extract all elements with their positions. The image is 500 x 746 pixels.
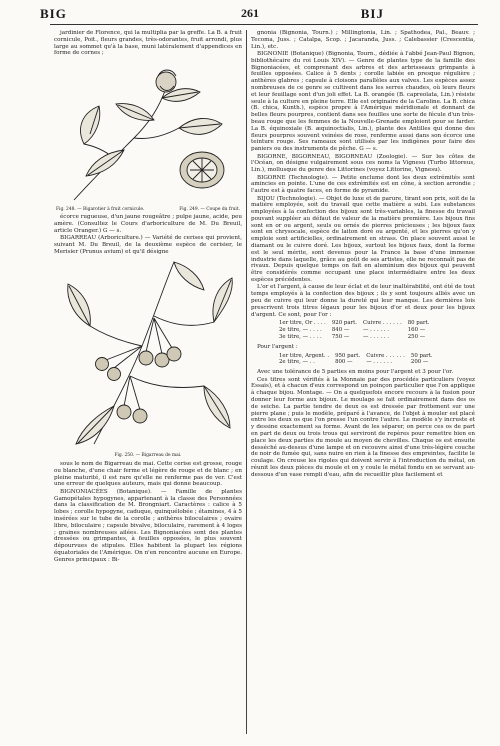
right-column (251, 30, 475, 734)
paragraph: gnonia (Bignonia, Tourn.) ; Millingtonia, Lin. ; Spathodea, Pal., Beauv. ; Tecoma, Juss. ; Catalpa, Scop. ; Jacaranda, Juss. ; Calebassier (Crescentia, Lin.), etc. (251, 30, 475, 50)
page-number: 261 (241, 6, 259, 20)
table-row (279, 327, 435, 334)
table-cell: 950 part. (335, 352, 361, 359)
paragraph: BIGNONIE (Botanique) (Bignonia, Tourn., dédiée à l'abbé Jean-Paul Bignon, bibliothécaire du roi Louis XIV). — Genre de plantes type de la famille des Bignoniacées, et comprenant des arbres et des arbrisseaux grimpants à feuilles opposées. Calice à 5 dents ; corolle labiée en presque régulière ; anthères glabres ; capsule à cloisons parallèles aux valves. Les espèces assez nombreuses de ce genre se cultivent dans les serres chaudes, où leurs fleurs et leur feuillage sont d'un joli effet. La B. orangée (B. capreolata, Lin.) résiste seule à la culture en pleine terre. Elle est originaire de la Caroline. La B. chica (B. chica, Kunth.), espèce propre à l'Amérique méridionale et donnant de belles fleurs pourpres, contient dans ses feuilles une sorte de fécule d'un très-beau rouge que les femmes de la Nouvelle-Grenade emploient pour se farder. La B. équinoxiale (B. æquinoctialis, Lin.), plante des Antilles qui donne des fleurs pourpres souvent veinées de rose, renferme aussi dans son écorce une teinture rouge. Ses rameaux sont utilisés par les indigènes pour faire des paniers ou des instruments de pêche. G — s. (251, 50, 475, 153)
table-cell: Cuivre . . . . . . (366, 352, 405, 359)
paragraph: BIJOU (Technologie). — Objet de luxe et de parure, tirant son prix, soit de la matière employée, soit du travail que cette matière a subi. Les substances employées à la confection des bijoux sont très-variables, la finesse du travail pouvant suppléer au défaut de valeur de la matière première. Les bijoux fins sont en or ou argent, seuls ou ornés de pierres précieuses ; les bijoux faux sont en chrysocale, espèce de laiton doré ou argenté, et les pierres qu'on y emploie sont artificielles, ordinairement en strass. On place souvent aussi le diamant ou le cuivre doré. Les bijoux, surtout les bijoux faux, dont la forme est le seul mérite, sont devenus pour la France la base d'une immense industrie dans laquelle, grâce au goût de ses artistes, elle ne reconnaît pas de rivaux. Depuis quelque temps on fait en aluminium des bijoux qui peuvent être considérés comme occupant une place intermédiaire entre les deux espèces précédentes. (251, 195, 475, 284)
caption-fig-250: Fig. 250. — Bigarreau de mai. (114, 453, 182, 459)
figure-bigarotier (54, 58, 242, 213)
table-cell: 2e titre, — . . . . (279, 327, 322, 334)
table-cell: 80 part. (407, 320, 430, 327)
paragraph: Ces titres sont vérifiés à la Monnaie par des procédés particuliers (voyez Essais), et à chacun d'eux correspond un poinçon particulier que l'on applique à chaque bijou. Montage. — On a quelquefois encore recours à la fusion pour donner leur forme aux bijoux. Le moulage se fait ordinairement dans des os de seiche. La partie tendre de deux os est dressée par frottement sur une pierre plane ; puis le modèle, préparé à l'avance, de l'objet à mouler est placé entre les deux os que l'on presse l'un contre l'autre. Le modèle s'y incruste et y dessine exactement sa forme. Avant de les séparer, on perce ces os de part en part de deux ou trois trous qui serviront de repères pour remettre bien en place les deux parties du moule au moyen de chevilles. Chaque os est ensuite desséché au-dessus d'une lampe et on recouvre ainsi d'une très-légère couche de noir de fumée qui, sans nuire en rien à la finesse des empreintes, facilite le coulage. On creuse les rigoles qui doivent servir à l'introduction du métal, on réunit les deux pièces du moule et on y coule le métal fondu en se servant au-dessous d'un vase rempli d'eau, afin de recueillir plus facilement et (251, 376, 475, 478)
table-cell: 1er titre, Argent. . (279, 352, 330, 359)
paragraph: Pour l'argent : (257, 343, 298, 350)
table-cell: 50 part. (410, 352, 433, 359)
silver-standards-table (279, 353, 439, 367)
paragraph: sous le nom de Bigarreau de mai. Cette cerise est grosse, rouge ou blanche, d'une chair ferme et légère de rouge et de blanc ; en pleine maturité, il est rare qu'elle ne renferme pas de ver. C'est une erreur de quelques auteurs, mais qui donne beaucoup. (54, 460, 242, 488)
table-cell: — . . . . . . (363, 334, 389, 341)
bigarotier-illustration (54, 58, 242, 206)
paragraph: BIGORNE (Technologie). — Petite enclume dont les deux extrémités sont amincies en pointe. L'une de ces extrémités est en cône, à section arrondie ; l'autre est à quatre faces, en forme de pyramide. (251, 174, 475, 195)
bigarreau-illustration (54, 256, 242, 452)
table-cell: — . . . . . . (366, 359, 393, 366)
figure-captions (56, 207, 240, 213)
figure-bigarreau-de-mai (54, 256, 242, 459)
table-row (279, 320, 435, 327)
table-cell: 1er titre, Or . . . . (279, 320, 326, 327)
table-row (279, 359, 439, 366)
table-cell: 920 part. (331, 320, 357, 327)
header-left-keyword: BIG (40, 6, 67, 21)
paragraph: BIGNONIACÉES (Botanique). — Famille de plantes Gamopétales hypogynes, appartenant à la classe des Personnées dans la classification de M. Brongniart. Caractères : calice à 5 lobes ; corolle hypogyne, caduque, quinquélobée ; étamines, 4 à 5 insérées sur le tube de la corolle ; anthères biloculaires ; ovaire libre, biloculaire ; capsule bivalve, biloculaire, rarement à 4 loges ; graines nombreuses ailées. Les Bignoniacées sont des plantes dressées ou grimpantes, à feuilles opposées, le plus souvent dépourvues de stipules. Elles habitent la plupart les régions équatoriales de l'Amérique. On n'en rencontre aucune en Europe. Genres principaux : Bi- (54, 488, 242, 563)
header-rule (50, 24, 478, 25)
table-cell: 160 — (407, 327, 426, 334)
paragraph: L'or et l'argent, à cause de leur éclat et de leur inaltérabilité, ont été de tout temps employés à la confection des bijoux ; ils y sont toujours alliés avec un peu de cuivre qui leur donne la dureté qui leur manque. Les dernières lois prescrivent trois titres légaux pour les bijoux d'or et deux pour les bijoux d'argent. Ce sont, pour l'or : (251, 284, 475, 318)
column-separator (246, 30, 247, 734)
paragraph: BIGARREAU (Arboriculture.) — Variété de cerises qui provient, suivant M. Du Breuil, de la deuxième espèce de cerisier, le Merisier (Prunus avium) et qu'il désigne (54, 235, 242, 255)
caption-fig-249: Fig. 249. — Coupe du fruit. (179, 206, 240, 212)
running-header (28, 6, 472, 26)
caption-fig-248: Fig. 248. — Bigarotier à fruit cornicule. (56, 206, 145, 212)
table-cell: 750 — (331, 334, 350, 341)
header-right-keyword: BIJ (360, 6, 384, 21)
table-cell: 800 — (335, 359, 353, 366)
table-cell: — . . . . . . (363, 327, 389, 334)
gold-standards-table (279, 320, 435, 340)
table-cell: 3e titre, — . . . . (279, 334, 322, 341)
table-row (279, 334, 435, 341)
table-cell: Cuivre . . . . . . (363, 320, 402, 327)
table-cell: 840 — (331, 327, 350, 334)
paragraph: Avec une tolérance de 5 parties en moins pour l'argent et 3 pour l'or. (257, 369, 454, 376)
paragraph: jardinier de Florence, qui la multiplia par la greffe. La B. à fruit cornicule, Poit., fleurs grandes, très-odorantes, fruit arrondi, plus large au sommet qu'à la base, muni latéralement d'appendices en forme de cornes ; (54, 30, 242, 57)
left-column (54, 30, 242, 734)
table-cell: 200 — (410, 359, 429, 366)
paragraph: écorce rugueuse, d'un jaune rougeâtre ; pulpe jaune, acide, peu amère. (Consultez le Cours d'arboriculture de M. Du Breuil, article Oranger.) G — s. (54, 214, 242, 234)
table-row (279, 353, 439, 360)
table-cell: 250 — (407, 334, 426, 341)
table-cell: 2e titre, — . . (279, 359, 315, 366)
paragraph: BIGORNE, BIGORNEAU, BIGORNEAU (Zoologie). — Sur les côtes de l'Océan, on désigne vulgairement sous ces noms la Vignesu (Turbo littoreus, Lin.), mollusque du genre des Littorines (voyez Littorine, Vignesu). (251, 153, 475, 174)
